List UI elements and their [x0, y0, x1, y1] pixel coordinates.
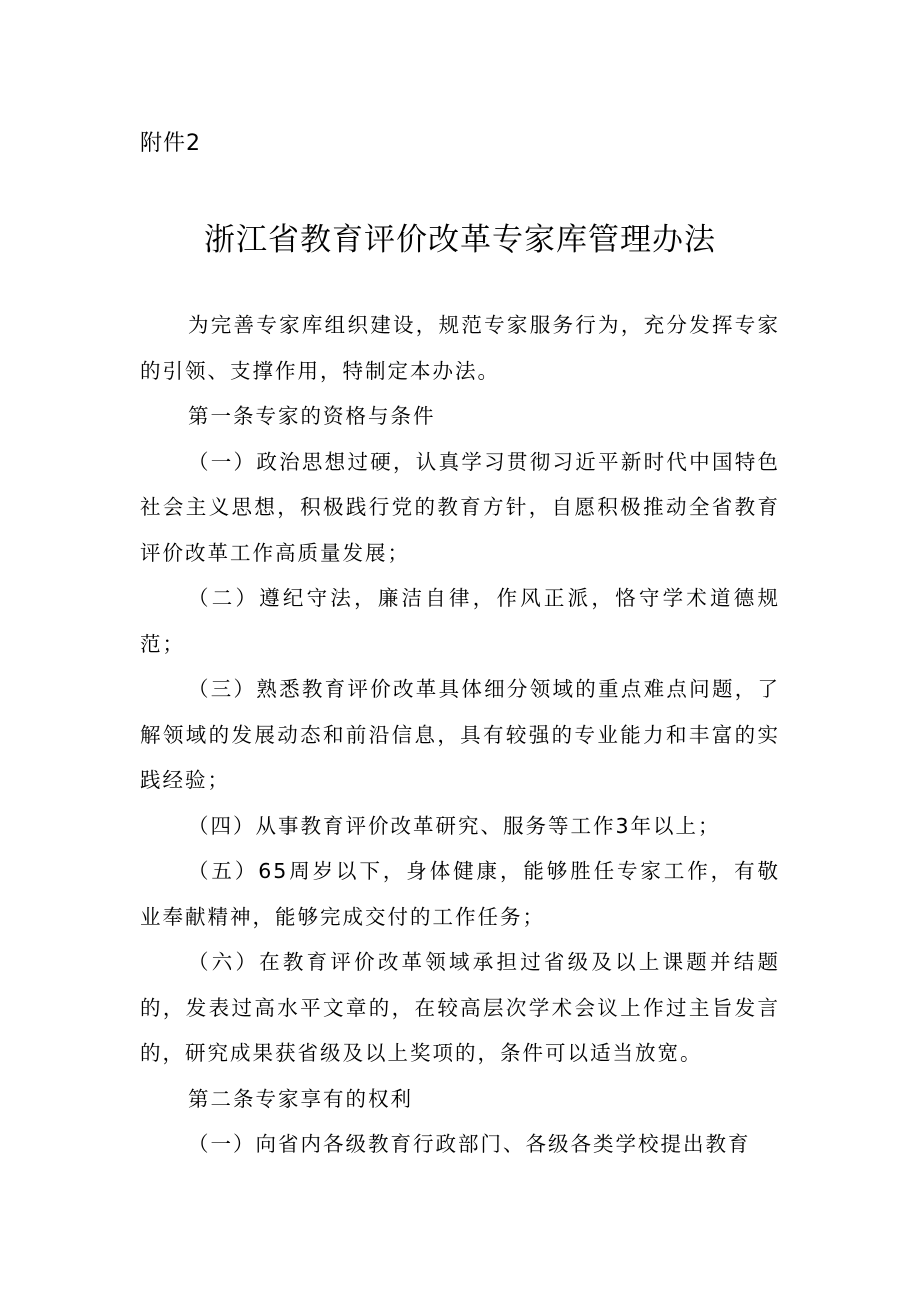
- document-body: [140, 303, 780, 1168]
- article-one-item-1: （一）政治思想过硬，认真学习贯彻习近平新时代中国特色社会主义思想，积极践行党的教育方针，自愿积极推动全省教育评价改革工作高质量发展；: [140, 449, 780, 565]
- document-title: 浙江省教育评价改革专家库管理办法: [204, 222, 716, 258]
- article-one-item-2: （二）遵纪守法，廉洁自律，作风正派，恪守学术道德规范；: [140, 586, 780, 656]
- article-two-item-1: （一）向省内各级教育行政部门、各级各类学校提出教育: [188, 1132, 751, 1156]
- article-one-item-6: （六）在教育评价改革领域承担过省级及以上课题并结题的，发表过高水平文章的，在较高层次学术会议上作过主旨发言的，研究成果获省级及以上奖项的，条件可以适当放宽。: [140, 950, 780, 1065]
- article-one-heading: 第一条专家的资格与条件: [188, 404, 436, 428]
- article-two-heading: 第二条专家享有的权利: [188, 1086, 413, 1111]
- intro-paragraph: 为完善专家库组织建设，规范专家服务行为，充分发挥专家的引领、支撑作用，特制定本办法。: [140, 313, 780, 383]
- article-one-item-4: （四）从事教育评价改革研究、服务等工作3年以上；: [188, 813, 721, 838]
- attachment-label: 附件2: [140, 131, 201, 156]
- article-one-item-3: （三）熟悉教育评价改革具体细分领域的重点难点问题，了解领域的发展动态和前沿信息，具有较强的专业能力和丰富的实践经验；: [140, 677, 780, 792]
- article-one-item-5: （五）65周岁以下，身体健康，能够胜任专家工作，有敬业奉献精神，能够完成交付的工作任务；: [140, 859, 780, 929]
